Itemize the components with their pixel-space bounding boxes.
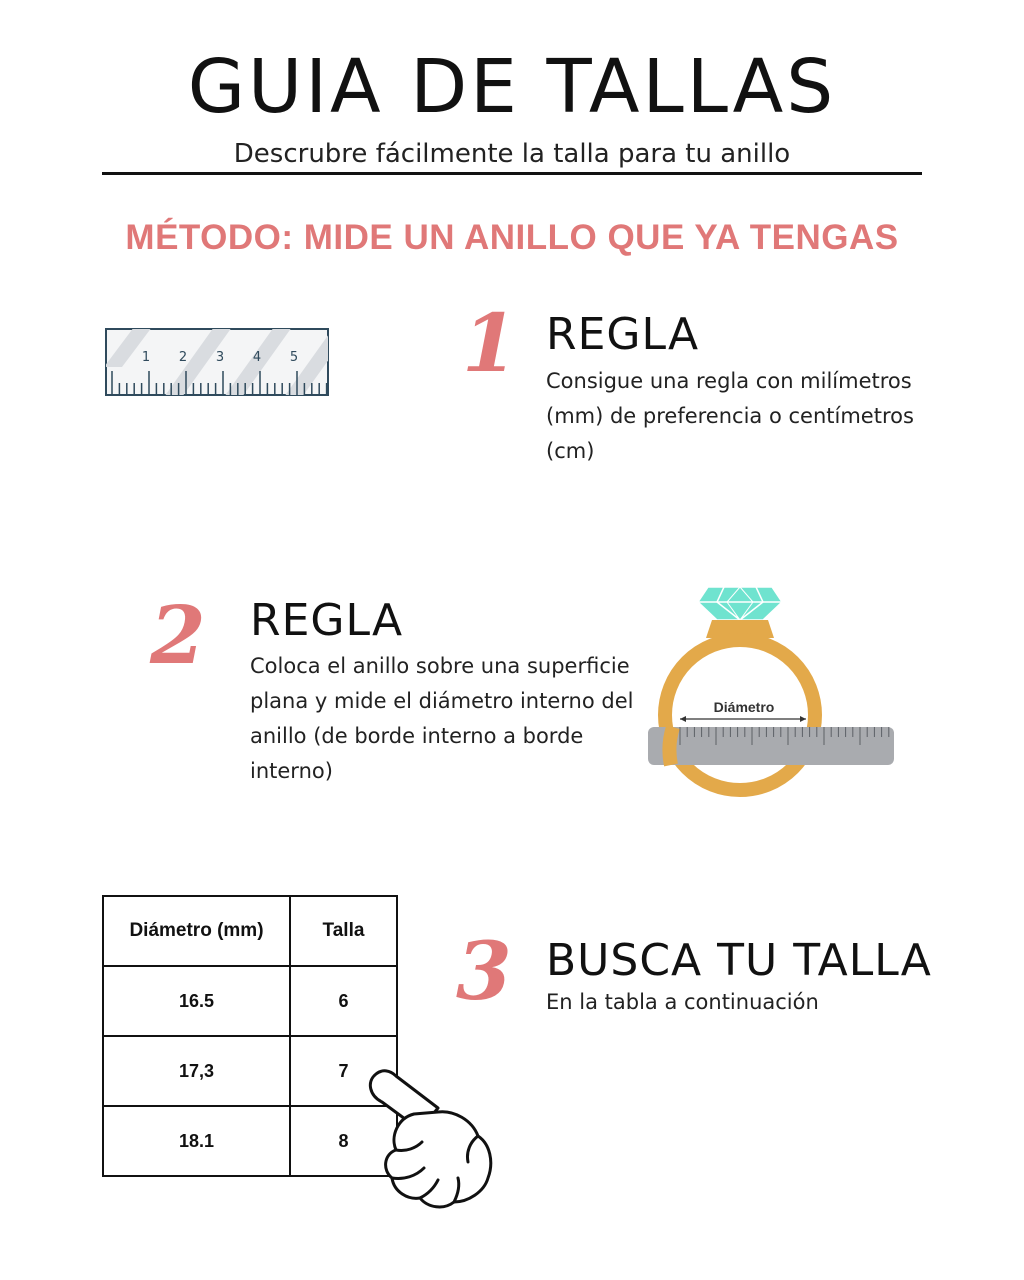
table-row bbox=[103, 1106, 397, 1176]
page-title: GUIA DE TALLAS bbox=[187, 44, 837, 130]
table-row bbox=[103, 966, 397, 1036]
step-text-1 bbox=[546, 364, 946, 469]
table-row bbox=[103, 1036, 397, 1106]
step-line: Coloca el anillo sobre una superficie bbox=[250, 654, 630, 678]
title-divider bbox=[102, 172, 922, 175]
table-header-cell: Talla bbox=[290, 896, 397, 966]
step-number-2: 2 bbox=[150, 588, 206, 682]
step-text-2 bbox=[250, 649, 660, 789]
ruler-label: 4 bbox=[252, 350, 262, 365]
table-cell: 7 bbox=[290, 1036, 397, 1106]
method-heading: MÉTODO: MIDE UN ANILLO QUE YA TENGAS bbox=[125, 218, 899, 257]
ruler-label: 5 bbox=[289, 350, 299, 365]
step-line: (mm) de preferencia o centímetros bbox=[546, 404, 914, 428]
ruler-label: 2 bbox=[178, 350, 188, 365]
ruler-label: 1 bbox=[141, 350, 151, 365]
size-table bbox=[102, 895, 398, 1177]
table-cell: 17,3 bbox=[103, 1036, 290, 1106]
step-line: Consigue una regla con milímetros bbox=[546, 369, 912, 393]
step-number-1: 1 bbox=[462, 296, 518, 390]
table-cell: 16.5 bbox=[103, 966, 290, 1036]
step-line: anillo (de borde interno a borde bbox=[250, 724, 584, 748]
table-header-row bbox=[103, 896, 397, 966]
diameter-label: Diámetro bbox=[713, 699, 775, 715]
ruler-label: 3 bbox=[215, 350, 225, 365]
step-line: plana y mide el diámetro interno del bbox=[250, 689, 634, 713]
step-line: interno) bbox=[250, 759, 333, 783]
table-cell: 18.1 bbox=[103, 1106, 290, 1176]
ruler-illustration bbox=[104, 327, 332, 401]
step-line: (cm) bbox=[546, 439, 595, 463]
step-number-3: 3 bbox=[456, 924, 512, 1018]
step-line: En la tabla a continuación bbox=[546, 990, 819, 1014]
table-cell: 8 bbox=[290, 1106, 397, 1176]
table-header-cell: Diámetro (mm) bbox=[103, 896, 290, 966]
step-text-3 bbox=[546, 985, 946, 1020]
pointing-hand-icon bbox=[362, 1052, 502, 1212]
step-title-2: REGLA bbox=[250, 595, 404, 646]
table-cell: 6 bbox=[290, 966, 397, 1036]
ring-measure-illustration bbox=[640, 575, 900, 810]
step-title-3: BUSCA TU TALLA bbox=[546, 935, 932, 986]
step-title-1: REGLA bbox=[546, 309, 700, 360]
page-subtitle: Descrubre fácilmente la talla para tu anillo bbox=[233, 139, 791, 169]
